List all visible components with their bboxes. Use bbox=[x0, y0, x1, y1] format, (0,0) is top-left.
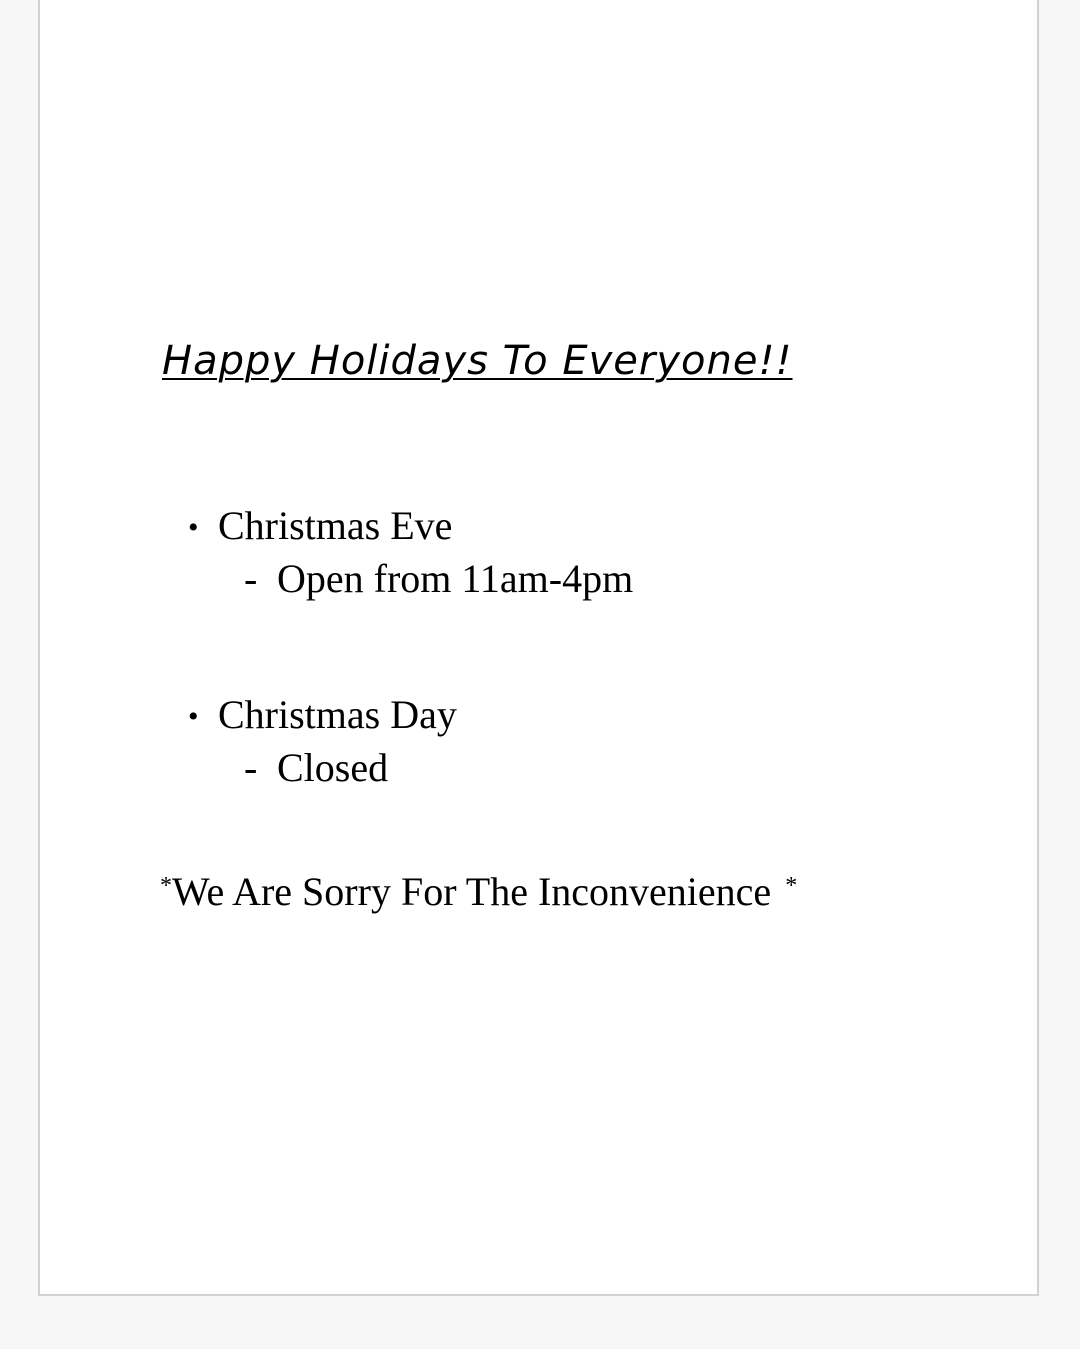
bullet-icon: • bbox=[188, 511, 199, 544]
list-item-detail-text: Open from 11am-4pm bbox=[277, 556, 634, 601]
list-item-detail-text: Closed bbox=[277, 745, 389, 790]
apology-note-text: We Are Sorry For The Inconvenience bbox=[172, 869, 772, 914]
list-item-christmas-eve bbox=[188, 500, 452, 554]
document-page bbox=[38, 0, 1039, 1296]
bullet-icon: • bbox=[188, 700, 199, 733]
list-item-detail-christmas-day bbox=[244, 742, 388, 794]
asterisk-close: * bbox=[785, 873, 798, 899]
dash-marker: - bbox=[244, 556, 258, 601]
asterisk-open: * bbox=[160, 873, 172, 899]
apology-note bbox=[160, 860, 797, 918]
list-item-label: Christmas Eve bbox=[218, 503, 453, 548]
page-title: Happy Holidays To Everyone!! bbox=[162, 338, 793, 384]
dash-marker: - bbox=[244, 745, 258, 790]
list-item-christmas-day bbox=[188, 689, 457, 743]
list-item-label: Christmas Day bbox=[218, 692, 457, 737]
list-item-detail-christmas-eve bbox=[244, 553, 633, 605]
